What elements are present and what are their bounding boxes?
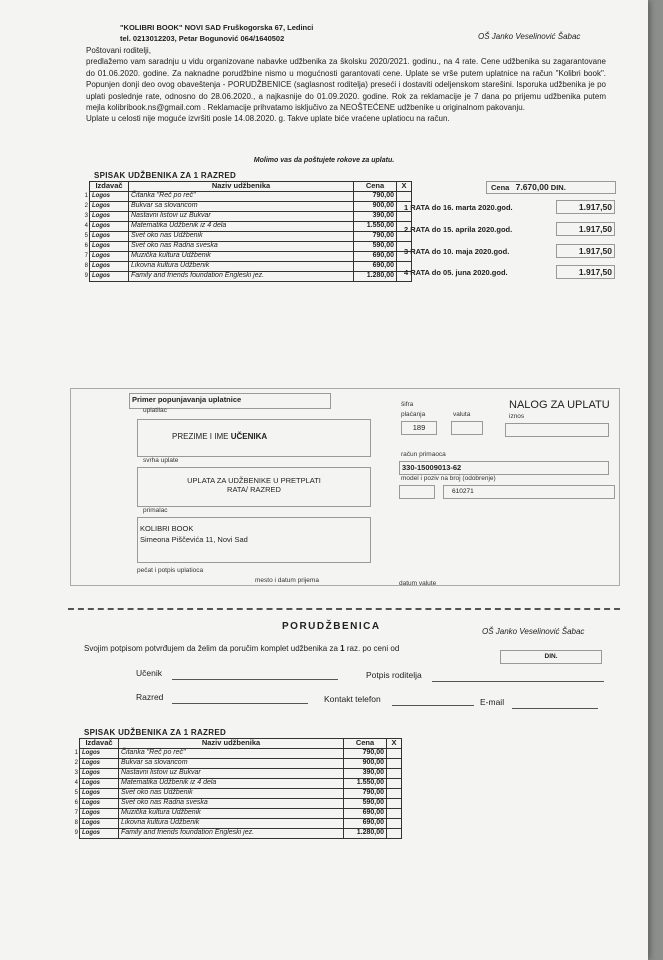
row-number: 5 <box>74 790 78 797</box>
slip-title: NALOG ZA UPLATU <box>509 399 610 411</box>
book-title-cell: Matematika Udžbenik iz 4 dela <box>119 779 344 789</box>
publisher-cell: Logos <box>90 192 129 202</box>
payment-slip <box>70 388 620 586</box>
price-cell: 790,00 <box>344 789 387 799</box>
publisher-cell: Logos <box>90 212 129 222</box>
row-number: 4 <box>84 223 88 230</box>
table-row <box>70 759 402 769</box>
publisher-cell: Logos <box>90 262 129 272</box>
installment-4 <box>404 267 612 277</box>
code-label: šifra <box>401 401 414 408</box>
price-cell: 590,00 <box>354 242 397 252</box>
row-number: 8 <box>74 820 78 827</box>
book-title-cell: Nastavni listovi uz Bukvar <box>129 212 354 222</box>
row-number: 7 <box>84 253 88 260</box>
publisher-cell: Logos <box>80 819 119 829</box>
table-corner <box>80 182 90 192</box>
book-title-cell: Svet oko nas Radna sveska <box>119 799 344 809</box>
school-name: OŠ Janko Veselinović Šabac <box>478 32 581 41</box>
select-checkbox-cell[interactable] <box>387 799 402 809</box>
total-price-box <box>486 181 616 194</box>
publisher-cell: Logos <box>90 252 129 262</box>
column-header-select: X <box>397 182 412 192</box>
book-title-cell: Čitanka "Reč po reč" <box>129 192 354 202</box>
table-row <box>70 799 402 809</box>
letter-paragraph-2: Uplate u celosti nije moguće izvršiti posle 14.08.2020. g. Takve uplate biće vraćene uplatiocu na račun. <box>86 114 450 124</box>
publisher-cell: Logos <box>80 769 119 779</box>
place-date-label: mesto i datum prijema <box>255 577 319 584</box>
order-price-field[interactable]: DIN. <box>500 650 602 664</box>
column-header-publisher: Izdavač <box>80 739 119 749</box>
cut-line <box>68 608 620 610</box>
column-header-price: Cena <box>354 182 397 192</box>
total-value: 7.670,00 <box>515 182 549 192</box>
order-statement-prefix: Svojim potpisom potvrđujem da želim da poručim komplet udžbenika za <box>84 644 338 653</box>
select-checkbox-cell[interactable] <box>387 749 402 759</box>
deadline-note: Molimo vas da poštujete rokove za uplatu. <box>253 157 395 164</box>
price-cell: 790,00 <box>354 192 397 202</box>
row-number: 4 <box>74 780 78 787</box>
row-number: 7 <box>74 810 78 817</box>
order-school-name: OŠ Janko Veselinović Šabac <box>482 627 585 636</box>
installment-3 <box>404 246 612 256</box>
column-header-publisher: Izdavač <box>90 182 129 192</box>
price-cell: 390,00 <box>344 769 387 779</box>
currency-label: valuta <box>453 411 471 418</box>
publisher-cell: Logos <box>80 799 119 809</box>
publisher-cell: Logos <box>80 779 119 789</box>
installment-amount: 1.917,50 <box>556 265 615 279</box>
price-cell: 690,00 <box>344 819 387 829</box>
row-number: 3 <box>74 770 78 777</box>
amount-label: iznos <box>509 413 525 420</box>
order-grade: 1 <box>340 644 345 653</box>
publisher-cell: Logos <box>80 789 119 799</box>
letter-paragraph: predlažemo vam saradnju u vidu organizovane nabavke udžbenika za školsku 2020/2021. godinu., na 4 rate. Cene udžbenika su zagarantovane do 01.06.2020. godine. Za naknadne porudžbine nismo u mogućnosti garantovati cene. Uplate se vrše putem uplatnice na račun "Kolibri book". Popunjen donji deo ovog obaveštenja - PORUDŽBENICE (saglasnost roditelja) preseći i dostaviti odeljenskom starešini. Isporuka udžbenika je po uplati poslednje rate, odnosno do 28.06.2020., a najkasnije do 01.09.2020. godine. Rok za reklamacije je 7 dana po prijemu udžbenika putem mejla kolibribook.ns@gmail.com . Reklamacije prihvatamo isključivo za NEOŠTEĆENE udžbenike u originalnom pakovanju. <box>86 57 606 113</box>
recipient-line-1: KOLIBRI BOOK <box>140 524 194 533</box>
amount-field[interactable] <box>505 423 609 437</box>
email-field[interactable] <box>512 708 598 709</box>
book-title-cell: Nastavni listovi uz Bukvar <box>119 769 344 779</box>
table-corner <box>70 739 80 749</box>
select-checkbox-cell[interactable] <box>387 819 402 829</box>
select-checkbox-cell[interactable] <box>387 789 402 799</box>
book-title-cell: Muzička kultura Udžbenik <box>119 809 344 819</box>
payer-value: PREZIME I IME <box>172 432 229 441</box>
table-row <box>70 779 402 789</box>
purpose-line-2: RATA/ RAZRED <box>227 485 281 494</box>
table-row <box>70 769 402 779</box>
book-title-cell: Svet oko nas Radna sveska <box>129 242 354 252</box>
book-title-cell: Svet oko nas Udžbenik <box>119 789 344 799</box>
signature-field[interactable] <box>432 681 604 682</box>
row-number: 9 <box>74 830 78 837</box>
installment-amount: 1.917,50 <box>556 200 615 214</box>
payment-code-field[interactable]: 189 <box>401 421 437 435</box>
table-row <box>70 829 402 839</box>
price-cell: 590,00 <box>344 799 387 809</box>
price-cell: 690,00 <box>344 809 387 819</box>
signature-label: Potpis roditelja <box>366 670 422 680</box>
price-cell: 900,00 <box>344 759 387 769</box>
slip-example-title: Primer popunjavanja uplatnice <box>129 393 331 409</box>
publisher-cell: Logos <box>80 759 119 769</box>
book-list-title: SPISAK UDŽBENIKA ZA 1 RAZRED <box>94 171 237 180</box>
order-book-table <box>70 738 402 839</box>
order-form-title: PORUDŽBENICA <box>282 621 381 632</box>
price-cell: 390,00 <box>354 212 397 222</box>
price-cell: 690,00 <box>354 262 397 272</box>
row-number: 2 <box>74 760 78 767</box>
table-row <box>70 749 402 759</box>
value-date-label: datum valute <box>399 580 437 587</box>
purpose-box <box>137 467 371 507</box>
letter-greeting: Poštovani roditelji, <box>86 46 151 55</box>
installment-amount: 1.917,50 <box>556 244 615 258</box>
price-cell: 690,00 <box>354 252 397 262</box>
column-header-select: X <box>387 739 402 749</box>
book-title-cell: Muzička kultura Udžbenik <box>129 252 354 262</box>
installment-label: 2 RATA do 15. aprila 2020.god. <box>404 225 513 234</box>
code-label-2: plaćanja <box>401 411 426 418</box>
payer-value-bold: UČENIKA <box>230 432 268 441</box>
table-row <box>80 202 412 212</box>
order-statement-suffix: raz. po ceni od <box>346 644 400 653</box>
purpose-line-1: UPLATA ZA UDŽBENIKE U PRETPLATI <box>187 476 321 485</box>
table-row <box>70 819 402 829</box>
model-label: model i poziv na broj (odobrenje) <box>401 475 496 482</box>
recipient-label: primalac <box>143 507 168 514</box>
row-number: 6 <box>84 243 88 250</box>
publisher-cell: Logos <box>80 809 119 819</box>
select-checkbox-cell[interactable] <box>387 759 402 769</box>
book-title-cell: Bukvar sa slovaricom <box>129 202 354 212</box>
book-table <box>80 181 412 282</box>
table-row <box>70 789 402 799</box>
book-title-cell: Matematika Udžbenik iz 4 dela <box>129 222 354 232</box>
account-label: račun primaoca <box>401 451 446 458</box>
price-cell: 790,00 <box>344 749 387 759</box>
select-checkbox-cell[interactable] <box>387 769 402 779</box>
currency-field[interactable] <box>451 421 483 435</box>
total-label: Cena <box>491 183 510 192</box>
row-number: 9 <box>84 273 88 280</box>
reference-field[interactable]: 610271 <box>443 485 615 499</box>
payer-box <box>137 419 371 457</box>
table-row <box>80 232 412 242</box>
account-field[interactable]: 330-15009013-62 <box>399 461 609 475</box>
installment-label: 1 RATA do 16. marta 2020.god. <box>404 203 513 212</box>
price-cell: 1.550,00 <box>354 222 397 232</box>
price-cell: 790,00 <box>354 232 397 242</box>
table-row <box>80 262 412 272</box>
company-name: "KOLIBRI BOOK" NOVI SAD Fruškogorska 67, Ledinci <box>120 23 314 32</box>
publisher-cell: Logos <box>90 242 129 252</box>
publisher-cell: Logos <box>80 829 119 839</box>
table-row <box>80 222 412 232</box>
phone-label: Kontakt telefon <box>324 694 381 704</box>
class-label: Razred <box>136 692 164 702</box>
publisher-cell: Logos <box>80 749 119 759</box>
row-number: 6 <box>74 800 78 807</box>
table-row <box>70 809 402 819</box>
publisher-cell: Logos <box>90 272 129 282</box>
model-field[interactable] <box>399 485 435 499</box>
table-row <box>80 252 412 262</box>
letter-body <box>86 45 606 125</box>
company-header <box>120 22 313 44</box>
installment-2 <box>404 224 612 234</box>
payer-label: uplatilac <box>143 407 167 414</box>
select-checkbox-cell[interactable] <box>397 212 412 222</box>
recipient-box <box>137 517 371 563</box>
book-title-cell: Likovna kultura Udžbenik <box>129 262 354 272</box>
book-title-cell: Bukvar sa slovaricom <box>119 759 344 769</box>
installment-label: 3 RATA do 10. maja 2020.god. <box>404 247 510 256</box>
column-header-title: Naziv udžbenika <box>119 739 344 749</box>
row-number: 1 <box>84 193 88 200</box>
row-number: 5 <box>84 233 88 240</box>
row-number: 8 <box>84 263 88 270</box>
company-contact: tel. 0213012203, Petar Bogunović 064/1640502 <box>120 34 285 43</box>
row-number: 3 <box>84 213 88 220</box>
installment-amount: 1.917,50 <box>556 222 615 236</box>
price-cell: 1.550,00 <box>344 779 387 789</box>
stamp-label: pečat i potpis uplatioca <box>137 567 204 574</box>
price-cell: 1.280,00 <box>344 829 387 839</box>
price-cell: 1.280,00 <box>354 272 397 282</box>
installment-label: 4 RATA do 05. juna 2020.god. <box>404 268 508 277</box>
row-number: 1 <box>74 750 78 757</box>
phone-field[interactable] <box>392 705 474 706</box>
select-checkbox-cell[interactable] <box>387 829 402 839</box>
book-title-cell: Čitanka "Reč po reč" <box>119 749 344 759</box>
table-row <box>80 212 412 222</box>
book-title-cell: Family and friends foundation Engleski jez. <box>119 829 344 839</box>
email-label: E-mail <box>480 697 505 707</box>
row-number: 2 <box>84 203 88 210</box>
table-row <box>80 192 412 202</box>
class-field[interactable] <box>172 703 308 704</box>
table-row <box>80 242 412 252</box>
publisher-cell: Logos <box>90 222 129 232</box>
recipient-line-2: Simeona Piščevića 11, Novi Sad <box>140 535 248 544</box>
book-title-cell: Family and friends foundation Engleski jez. <box>129 272 354 282</box>
installment-1 <box>404 202 612 212</box>
book-list-title-order: SPISAK UDŽBENIKA ZA 1 RAZRED <box>84 728 227 737</box>
column-header-title: Naziv udžbenika <box>129 182 354 192</box>
student-field[interactable] <box>172 679 338 680</box>
student-label: Učenik <box>136 668 162 678</box>
book-title-cell: Svet oko nas Udžbenik <box>129 232 354 242</box>
column-header-price: Cena <box>344 739 387 749</box>
select-checkbox-cell[interactable] <box>387 809 402 819</box>
price-cell: 900,00 <box>354 202 397 212</box>
select-checkbox-cell[interactable] <box>397 192 412 202</box>
publisher-cell: Logos <box>90 202 129 212</box>
table-row <box>80 272 412 282</box>
book-title-cell: Likovna kultura Udžbenik <box>119 819 344 829</box>
purpose-label: svrha uplate <box>143 457 179 464</box>
total-currency: DIN. <box>550 183 566 192</box>
select-checkbox-cell[interactable] <box>387 779 402 789</box>
publisher-cell: Logos <box>90 232 129 242</box>
order-statement <box>84 644 399 653</box>
